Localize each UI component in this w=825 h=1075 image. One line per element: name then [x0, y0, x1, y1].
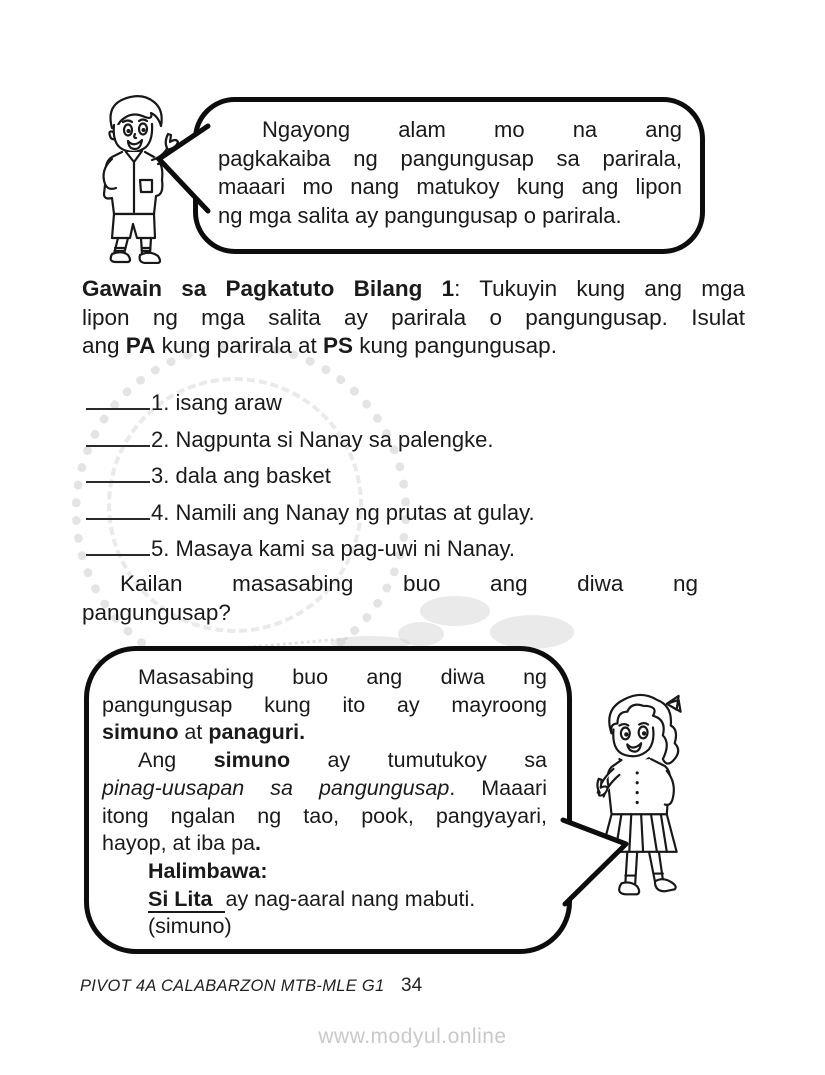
- bubble-line: [102, 719, 547, 747]
- site-watermark: www.modyul.online: [318, 1025, 507, 1048]
- list-item: [86, 385, 706, 422]
- activity-title: Gawain sa Pagkatuto Bilang 1: [82, 276, 455, 301]
- heading-text: kung pangungusap.: [353, 333, 557, 358]
- speech-bubble-info: [84, 646, 572, 954]
- example-sentence: [102, 886, 547, 914]
- list-item-label: 3. dala ang basket: [151, 463, 331, 488]
- term-simuno: simuno: [213, 748, 291, 773]
- bubble-text: hayop, at iba pa: [102, 831, 256, 856]
- heading-line: [82, 332, 745, 361]
- list-item-label: 4. Namili ang Nanay ng prutas at gulay.: [151, 499, 535, 525]
- bubble-line: ng mga salita ay pangungusap o parirala.: [218, 202, 622, 228]
- italic-phrase: pinag-uusapan sa pangungusap: [102, 775, 450, 800]
- list-item-label: 1. isang araw: [151, 390, 282, 415]
- bubble-line: [102, 775, 547, 803]
- exercise-list: [86, 385, 706, 568]
- list-item-label: 5. Masaya kami sa pag-uwi ni Nanay.: [151, 536, 515, 561]
- bubble-text: .: [255, 831, 261, 856]
- footer-module-title: PIVOT 4A CALABARZON MTB-MLE G1: [80, 977, 385, 995]
- bubble-line: itong ngalan ng tao, pook, pangyayari,: [102, 803, 547, 828]
- answer-blank: [86, 496, 150, 520]
- heading-text: ang: [82, 333, 126, 358]
- bubble-line: maaari mo nang matukoy kung ang lipon: [218, 174, 682, 200]
- bubble-text: at: [178, 720, 209, 745]
- answer-blank: [86, 459, 150, 483]
- bubble-text: ay tumutukoy sa: [290, 748, 547, 773]
- heading-line: lipon ng mga salita ay parirala o pangungusap. Isulat: [82, 304, 745, 330]
- bubble-text: ay nag-aaral nang mabuti.: [225, 886, 476, 911]
- speech-bubble-top: [193, 97, 705, 254]
- question-line: Kailan masasabing buo ang diwa ng: [120, 571, 698, 596]
- example-label: Halimbawa:: [148, 858, 268, 883]
- bubble-text: Ang: [138, 748, 214, 773]
- heading-text: : Tukuyin kung ang mga: [454, 276, 745, 301]
- bubble-line: [102, 830, 547, 858]
- bubble-text: . Maaari: [449, 775, 547, 800]
- page-number: 34: [401, 975, 423, 996]
- list-item-label: 2. Nagpunta si Nanay sa palengke.: [151, 426, 494, 452]
- question-line: pangungusap?: [82, 600, 231, 625]
- list-item: [86, 495, 706, 532]
- bubble-line: Masasabing buo ang diwa ng: [138, 665, 547, 689]
- answer-blank: [86, 386, 150, 410]
- heading-text: kung parirala at: [155, 333, 323, 358]
- ps-abbr: PS: [323, 333, 354, 358]
- list-item: [86, 458, 706, 495]
- bubble-line: pagkakaiba ng pangungusap sa parirala,: [218, 145, 682, 171]
- answer-blank: [86, 423, 150, 447]
- bubble-line: pangungusap kung ito ay mayroong: [102, 692, 547, 717]
- underlined-subject: Si Lita: [148, 887, 225, 913]
- list-item: [86, 531, 706, 568]
- term-simuno: simuno: [102, 720, 179, 745]
- answer-blank: [86, 532, 150, 556]
- pa-abbr: PA: [125, 333, 156, 358]
- bubble-line: [102, 747, 547, 775]
- simuno-note: (simuno): [148, 914, 232, 939]
- list-item: [86, 422, 706, 459]
- question-paragraph: [82, 569, 698, 627]
- activity-heading: [82, 275, 745, 361]
- heading-line: [82, 275, 745, 304]
- bubble-line: Ngayong alam mo na ang: [262, 117, 682, 142]
- speech-bubble-top-tail: [149, 112, 211, 224]
- term-panaguri: panaguri.: [208, 720, 306, 745]
- speech-bubble-info-tail: [552, 802, 652, 914]
